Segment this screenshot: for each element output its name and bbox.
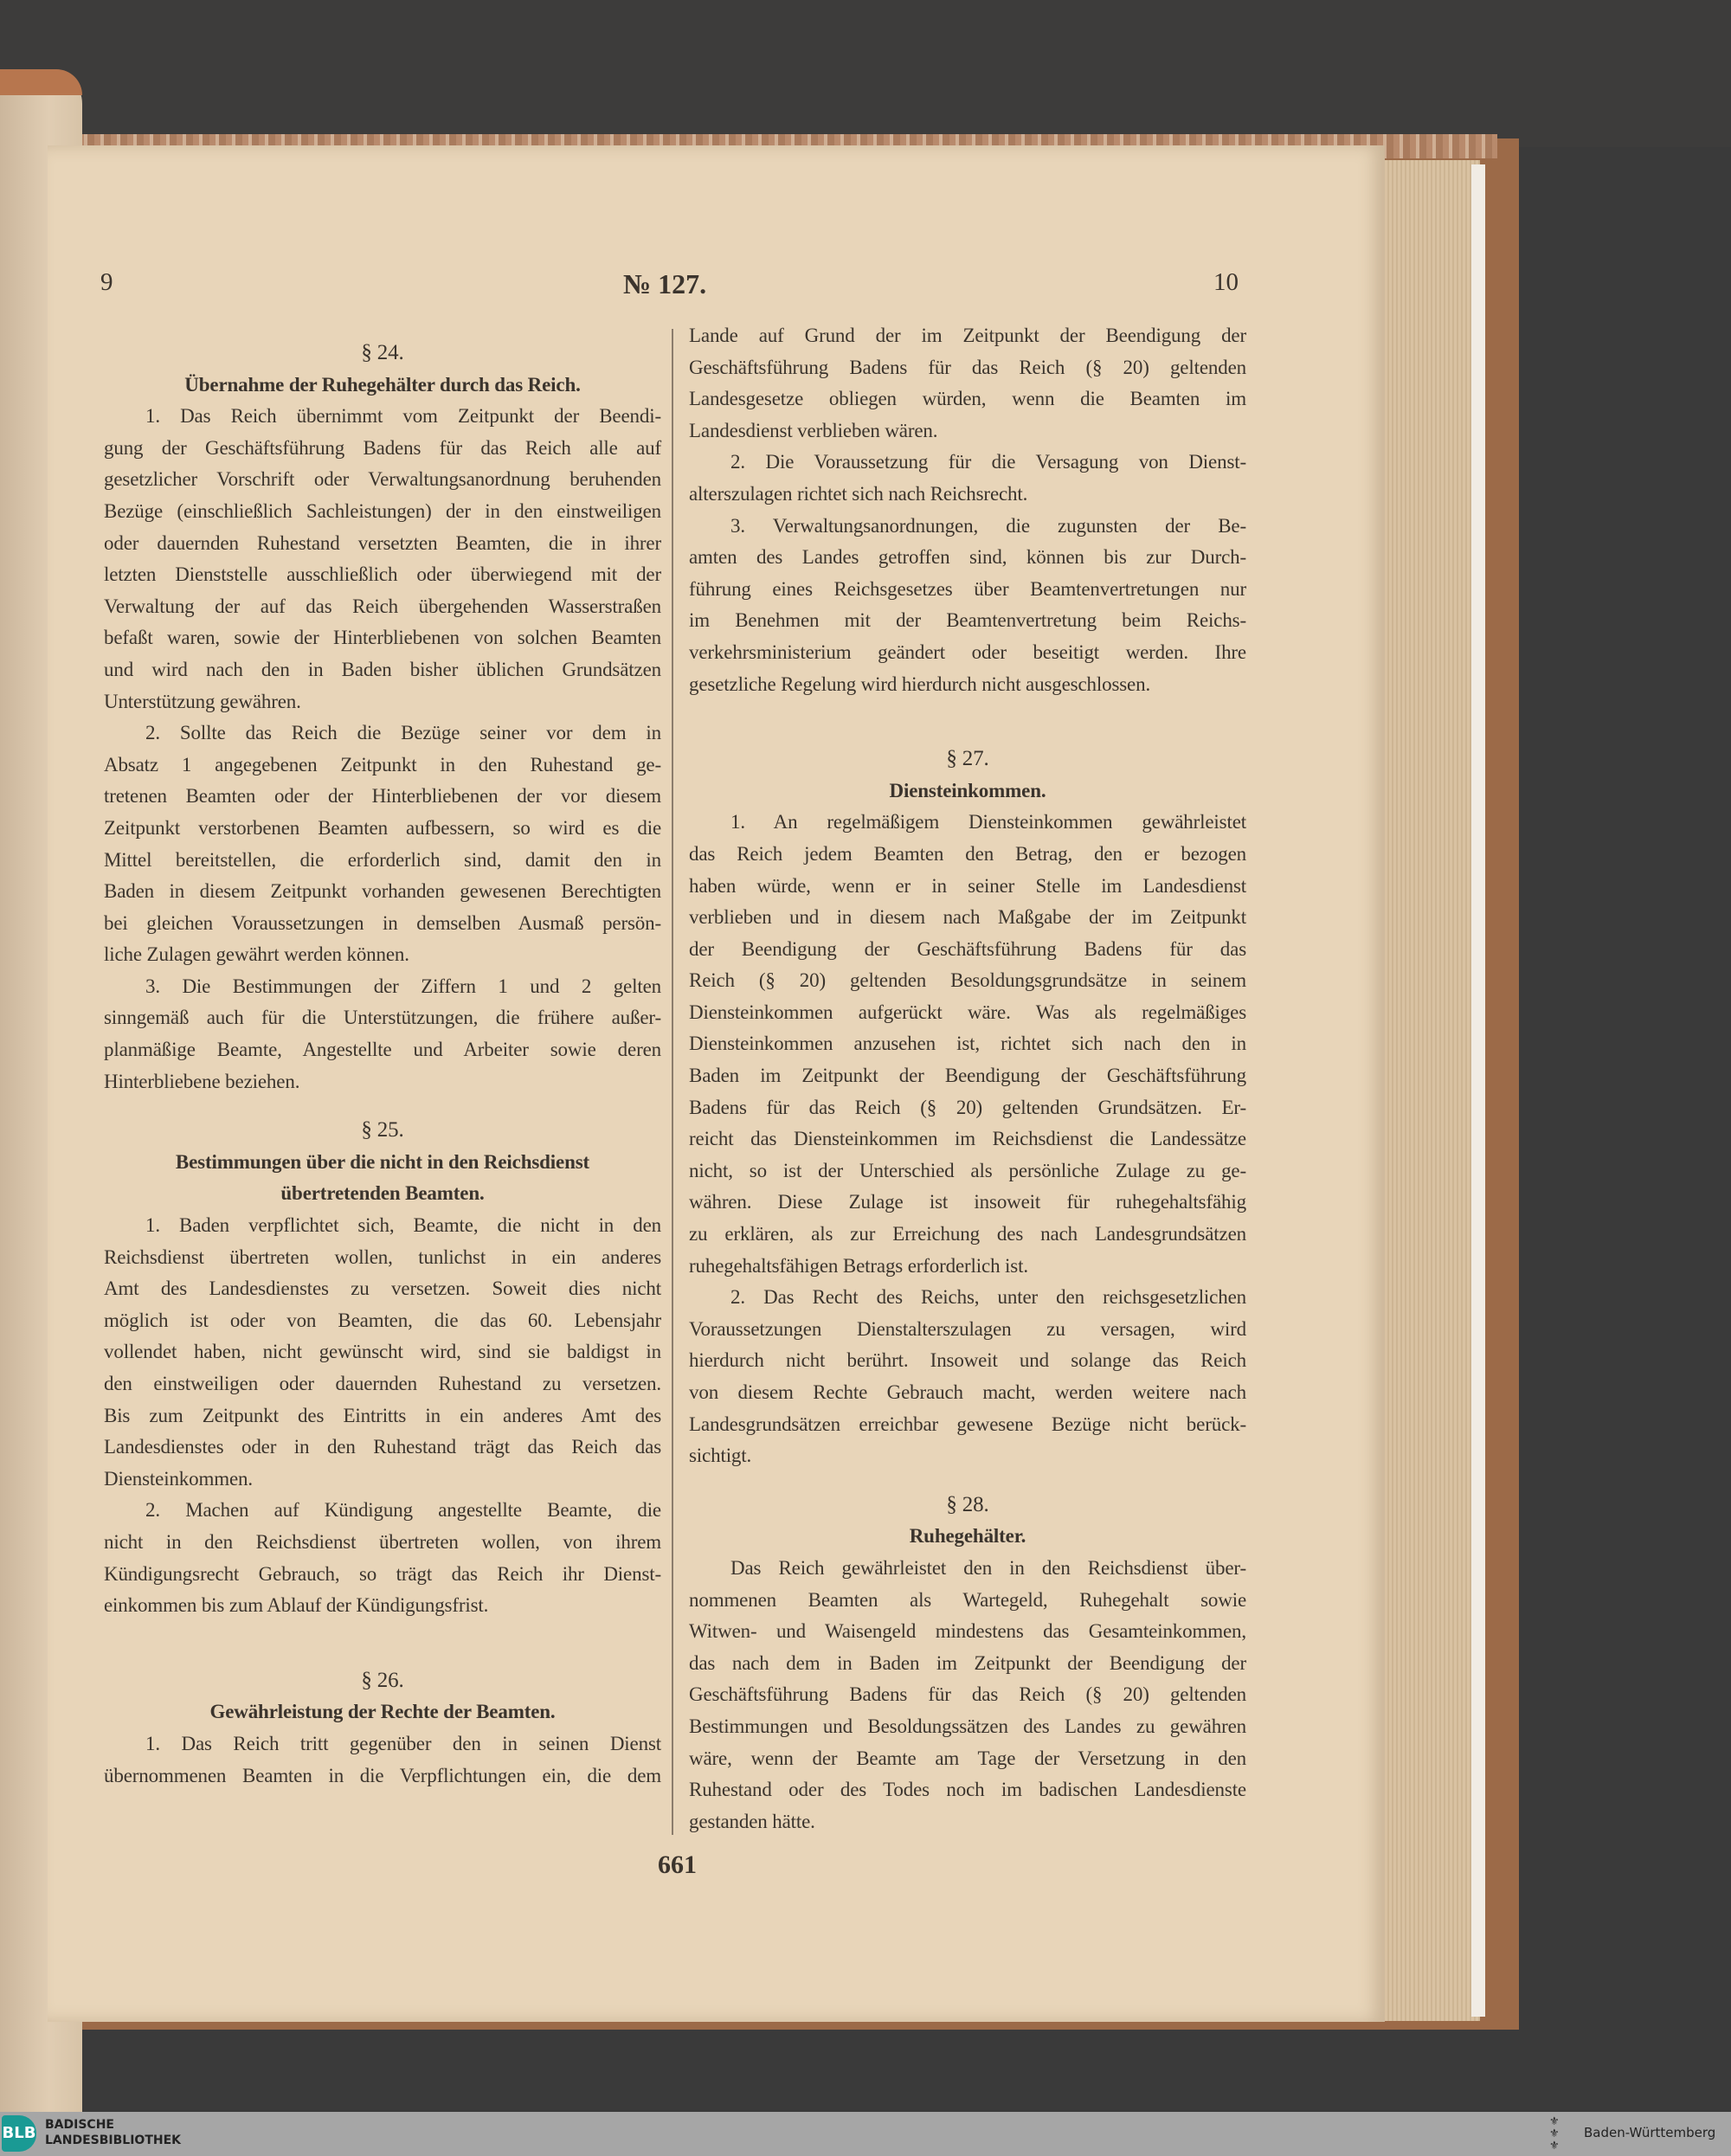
text-line: zu erklären, als zur Erreichung des nach Landesgrundsätzen	[689, 1223, 1246, 1245]
text-line: vollendet haben, nicht gewünscht wird, sind sie baldigst in	[104, 1341, 661, 1363]
text-line: Landesgesetze obliegen würden, wenn die Beamten im	[689, 388, 1246, 410]
paragraph	[689, 807, 1246, 1282]
text-line: reicht das Diensteinkommen im Reichsdienst die Landessätze	[689, 1128, 1246, 1150]
text-line: Bezüge (einschließlich Sachleistungen) der in den einstweiligen	[104, 499, 661, 522]
paragraph	[689, 320, 1246, 447]
spacer	[689, 700, 1246, 726]
text-line: Witwen- und Waisengeld mindestens das Gesamteinkommen,	[689, 1620, 1246, 1643]
text-line: amten des Landes getroffen sind, können bis zur Durch-	[689, 546, 1246, 569]
text-line: 2. Das Recht des Reichs, unter den reichsgesetzlichen	[730, 1286, 1246, 1309]
text-line: Reichsdienst übertreten wollen, tunlichst in ein anderes	[104, 1245, 661, 1268]
section-number	[689, 1490, 1246, 1522]
text-line: Kündigungsrecht Gebrauch, so trägt das Reich ihr Dienst-	[104, 1562, 661, 1585]
text-line: möglich ist oder von Beamten, die das 60. Lebensjahr	[104, 1309, 661, 1331]
text-line: Baden in diesem Zeitpunkt vorhanden gewesenen Berechtigten	[104, 880, 661, 903]
text-line: 3. Die Bestimmungen der Ziffern 1 und 2 gelten	[145, 975, 661, 997]
library-name-line2: LANDESBIBLIOTHEK	[45, 2133, 182, 2147]
text-line: Bestimmungen und Besoldungssätzen des Landes zu gewähren	[689, 1715, 1246, 1737]
text-line: Unterstützung gewähren.	[104, 690, 301, 712]
text-line: planmäßige Beamte, Angestellte und Arbeiter sowie deren	[104, 1039, 661, 1061]
paragraph	[104, 401, 661, 718]
text-line: einkommen bis zum Ablauf der Kündigungsfrist.	[104, 1594, 489, 1617]
section-number	[104, 1665, 661, 1697]
text-line: Ruhegehälter.	[909, 1525, 1026, 1548]
text-line: gesetzliche Regelung wird hierdurch nicht ausgeschlossen.	[689, 673, 1151, 695]
text-line: 1. Baden verpflichtet sich, Beamte, die nicht in den	[145, 1214, 661, 1237]
paragraph	[104, 971, 661, 1097]
text-line: übernommenen Beamten in die Verpflichtungen ein, die dem	[104, 1764, 661, 1786]
text-line: § 27.	[946, 747, 989, 771]
text-line: hierdurch nicht berührt. Insoweit und solange das Reich	[689, 1349, 1246, 1372]
page-number-right: 10	[1213, 268, 1239, 296]
text-line: führung eines Reichsgesetzes über Beamtenvertretungen nur	[689, 577, 1246, 600]
paragraph	[689, 511, 1246, 701]
library-name-line1: BADISCHE	[45, 2118, 114, 2132]
paragraph	[689, 447, 1246, 510]
text-line: Zeitpunkt verstorbenen Beamten aufbessern, so wird es die	[104, 816, 661, 839]
coat-of-arms-icon: ⚜ ⚜ ⚜	[1549, 2114, 1560, 2152]
text-line: Mittel bereitstellen, die erforderlich sind, damit den in	[104, 848, 661, 871]
text-line: Geschäftsführung Badens für das Reich (§ 20) geltenden	[689, 1683, 1246, 1706]
section-title	[689, 1521, 1246, 1553]
section-number	[104, 338, 661, 370]
text-line: gesetzlicher Vorschrift oder Verwaltungsanordnung beruhenden	[104, 468, 661, 491]
text-line: ruhegehaltsfähigen Betrags erforderlich ist.	[689, 1254, 1028, 1277]
text-line: 1. Das Reich tritt gegenüber den in seinen Dienst	[145, 1732, 661, 1754]
text-line: Voraussetzungen Dienstalterszulagen zu versagen, wird	[689, 1317, 1246, 1340]
text-line: Absatz 1 angegebenen Zeitpunkt in den Ruhestand ge-	[104, 753, 661, 776]
text-line: nicht, so ist der Unterschied als persönliche Zulage zu ge-	[689, 1159, 1246, 1181]
text-line: § 26.	[361, 1668, 404, 1692]
text-line: bei gleichen Voraussetzungen in demselben Ausmaß persön-	[104, 911, 661, 934]
right-column	[689, 320, 1246, 1837]
text-line: 3. Verwaltungsanordnungen, die zugunsten der Be-	[730, 514, 1246, 537]
text-line: Baden im Zeitpunkt der Beendigung der Geschäftsführung	[689, 1065, 1246, 1087]
paragraph	[104, 1728, 661, 1792]
text-line: Verwaltung der auf das Reich übergehenden Wasserstraßen	[104, 595, 661, 617]
text-line: Diensteinkommen anzusehen ist, richtet sich nach den in	[689, 1033, 1246, 1055]
text-line: und wird nach den in Baden bisher üblichen Grundsätzen	[104, 658, 661, 680]
text-line: Übernahme der Ruhegehälter durch das Reich.	[184, 373, 581, 396]
paragraph	[104, 718, 661, 971]
text-line: von diesem Rechte Gebrauch macht, werden weitere nach	[689, 1381, 1246, 1403]
page-footer-number: 661	[658, 1850, 697, 1879]
paragraph	[104, 1495, 661, 1621]
text-line: Ruhestand oder des Todes noch im badischen Landesdienste	[689, 1779, 1246, 1801]
section-title	[104, 1696, 661, 1728]
spacer	[104, 1622, 661, 1648]
text-line: oder dauernden Ruhestand versetzten Beamten, die in ihrer	[104, 531, 661, 554]
text-line: § 25.	[361, 1118, 404, 1142]
blb-logo[interactable]: BLB	[2, 2115, 36, 2152]
text-line: Hinterbliebene beziehen.	[104, 1070, 300, 1092]
footer-bar	[0, 2112, 1731, 2156]
text-line: Das Reich gewährleistet den in den Reichsdienst über-	[730, 1556, 1246, 1579]
left-page-curl-edge	[0, 69, 82, 95]
text-line: 2. Die Voraussetzung für die Versagung von Dienst-	[730, 451, 1246, 473]
text-line: Bis zum Zeitpunkt des Eintritts in ein anderes Amt des	[104, 1404, 661, 1426]
page-edge	[1471, 164, 1485, 2017]
text-line: wäre, wenn der Beamte am Tage der Versetzung in den	[689, 1747, 1246, 1769]
text-line: Bestimmungen über die nicht in den Reichsdienst	[175, 1150, 590, 1173]
text-line: sichtigt.	[689, 1445, 752, 1467]
state-label[interactable]: Baden-Württemberg	[1584, 2125, 1716, 2140]
section-title	[689, 776, 1246, 808]
text-line: 1. An regelmäßigem Diensteinkommen gewährleistet	[730, 811, 1246, 833]
text-line: Diensteinkommen.	[104, 1467, 253, 1490]
text-line: das nach dem in Baden im Zeitpunkt der Beendigung der	[689, 1651, 1246, 1674]
text-line: im Benehmen mit der Beamtenvertretung beim Reichs-	[689, 609, 1246, 632]
section-number	[104, 1115, 661, 1147]
text-line: Lande auf Grund der im Zeitpunkt der Beendigung der	[689, 325, 1246, 346]
text-line: § 28.	[946, 1492, 989, 1516]
text-line: Gewährleistung der Rechte der Beamten.	[209, 1701, 556, 1723]
text-line: der Beendigung der Geschäftsführung Badens für das	[689, 937, 1246, 960]
paragraph	[104, 1210, 661, 1495]
text-line: sinngemäß auch für die Unterstützungen, die frühere außer-	[104, 1007, 661, 1029]
text-line: verkehrsministerium geändert oder beseitigt werden. Ihre	[689, 640, 1246, 663]
text-line: 1. Das Reich übernimmt vom Zeitpunkt der Beendi-	[145, 405, 661, 428]
text-line: tretenen Beamten oder der Hinterbliebenen der vor diesem	[104, 785, 661, 808]
text-line: Landesgrundsätzen erreichbar gewesene Bezüge nicht berück-	[689, 1413, 1246, 1435]
text-line: den einstweiligen oder dauernden Ruhestand zu versetzen.	[104, 1373, 661, 1394]
text-line: 2. Machen auf Kündigung angestellte Beamte, die	[145, 1499, 661, 1522]
text-line: Diensteinkommen aufgerückt wäre. Was als regelmäßiges	[689, 1001, 1246, 1023]
section-title	[104, 370, 661, 402]
paragraph	[689, 1553, 1246, 1837]
text-line: das Reich jedem Beamten den Betrag, den er bezogen	[689, 842, 1246, 865]
library-name	[45, 2117, 181, 2148]
left-column	[104, 320, 661, 1792]
text-line: Landesdienstes oder in den Ruhestand trägt das Reich das	[104, 1436, 661, 1458]
text-line: gung der Geschäftsführung Badens für das Reich alle auf	[104, 436, 661, 459]
text-line: Badens für das Reich (§ 20) geltenden Grundsätzen. Er-	[689, 1096, 1246, 1118]
text-line: § 24.	[361, 341, 404, 364]
column-divider	[672, 329, 673, 1835]
text-line: Landesdienst verblieben wären.	[689, 419, 938, 441]
text-line: währen. Diese Zulage ist insoweit für ruhegehaltsfähig	[689, 1191, 1246, 1213]
text-line: nommenen Beamten als Wartegeld, Ruhegehalt sowie	[689, 1588, 1246, 1611]
text-line: übertretenden Beamten.	[280, 1182, 485, 1205]
text-line: 2. Sollte das Reich die Bezüge seiner vor dem in	[145, 722, 661, 744]
text-line: letzten Dienststelle ausschließlich oder überwiegend mit der	[104, 563, 661, 586]
text-line: verblieben und in diesem nach Maßgabe der im Zeitpunkt	[689, 906, 1246, 929]
text-line: befaßt waren, sowie der Hinterbliebenen von solchen Beamten	[104, 627, 661, 649]
text-line: liche Zulagen gewährt werden können.	[104, 943, 409, 966]
text-line: Reich (§ 20) geltenden Besoldungsgrundsätze in seinem	[689, 969, 1246, 992]
page-number-left: 9	[100, 268, 113, 296]
page-stack-edge	[1376, 160, 1480, 2021]
text-line: nicht in den Reichsdienst übertreten wollen, von ihrem	[104, 1530, 661, 1553]
text-line: Diensteinkommen.	[889, 779, 1046, 801]
text-line: Amt des Landesdienstes zu versetzen. Soweit dies nicht	[104, 1278, 661, 1300]
text-line: haben würde, wenn er in seiner Stelle im Landesdienst	[689, 874, 1246, 897]
section-title	[104, 1147, 661, 1210]
text-line: gestanden hätte.	[689, 1810, 815, 1832]
issue-number: № 127.	[623, 268, 707, 299]
text-line: alterszulagen richtet sich nach Reichsrecht.	[689, 482, 1028, 505]
text-line: Geschäftsführung Badens für das Reich (§ 20) geltenden	[689, 356, 1246, 378]
paragraph	[689, 1282, 1246, 1472]
section-number	[689, 743, 1246, 776]
scan-background	[0, 0, 1731, 147]
